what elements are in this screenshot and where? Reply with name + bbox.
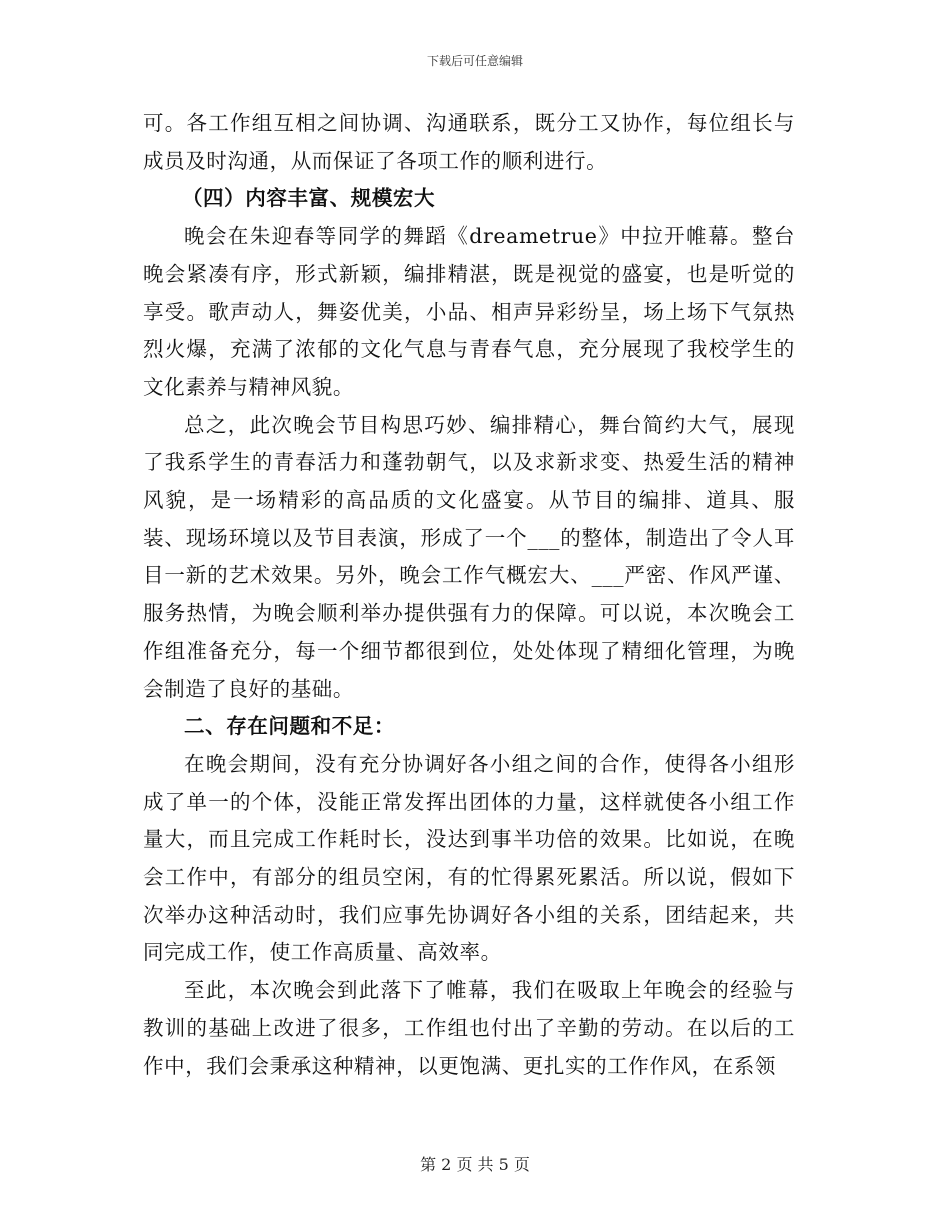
section-heading-4: （四）内容丰富、规模宏大	[181, 186, 436, 211]
paragraph-gala: 晚会在朱迎春等同学的舞蹈《dreametrue》中拉开帷幕。整台晚会紧凑有序，形式新颖，编排精湛，既是视觉的盛宴，也是听觉的享受。歌声动人，舞姿优美，小品、相声异彩纷呈，场上场下气氛热烈火爆，充满了浓郁的文化气息与青春气息，充分展现了我校学生的文化素养与精神风貌。	[143, 224, 795, 399]
paragraph-summary: 总之，此次晚会节目构思巧妙、编排精心，舞台简约大气，展现了我系学生的青春活力和蓬勃朝气，以及求新求变、热爱生活的精神风貌，是一场精彩的高品质的文化盛宴。从节目的编排、道具、服装、现场环境以及节目表演，形成了一个___的整体，制造出了令人耳目一新的艺术效果。另外，晚会工作气概宏大、___严密、作风严谨、服务热情，为晚会顺利举办提供强有力的保障。可以说，本次晚会工作组准备充分，每一个细节都很到位，处处体现了精细化管理，为晚会制造了良好的基础。	[143, 412, 795, 701]
page-header: 下载后可任意编辑	[426, 54, 523, 68]
page-number: 第 2 页 共 5 页	[420, 1155, 530, 1174]
paragraph-continued: 可。各工作组互相之间协调、沟通联系，既分工又协作，每位组长与成员及时沟通，从而保证了各项工作的顺利进行。	[143, 111, 795, 173]
document-body	[143, 105, 795, 1085]
paragraph-problems: 在晚会期间，没有充分协调好各小组之间的合作，使得各小组形成了单一的个体，没能正常发挥出团体的力量，这样就使各小组工作量大，而且完成工作耗时长，没达到事半功倍的效果。比如说，在晚会工作中，有部分的组员空闲，有的忙得累死累活。所以说，假如下次举办这种活动时，我们应事先协调好各小组的关系，团结起来，共同完成工作，使工作高质量、高效率。	[143, 751, 795, 965]
paragraph-closing: 至此，本次晚会到此落下了帷幕，我们在吸取上年晚会的经验与教训的基础上改进了很多，工作组也付出了辛勤的劳动。在以后的工作中，我们会秉承这种精神，以更饱满、更扎实的工作作风，在系领	[143, 978, 795, 1078]
section-heading-2: 二、存在问题和不足：	[184, 714, 395, 739]
